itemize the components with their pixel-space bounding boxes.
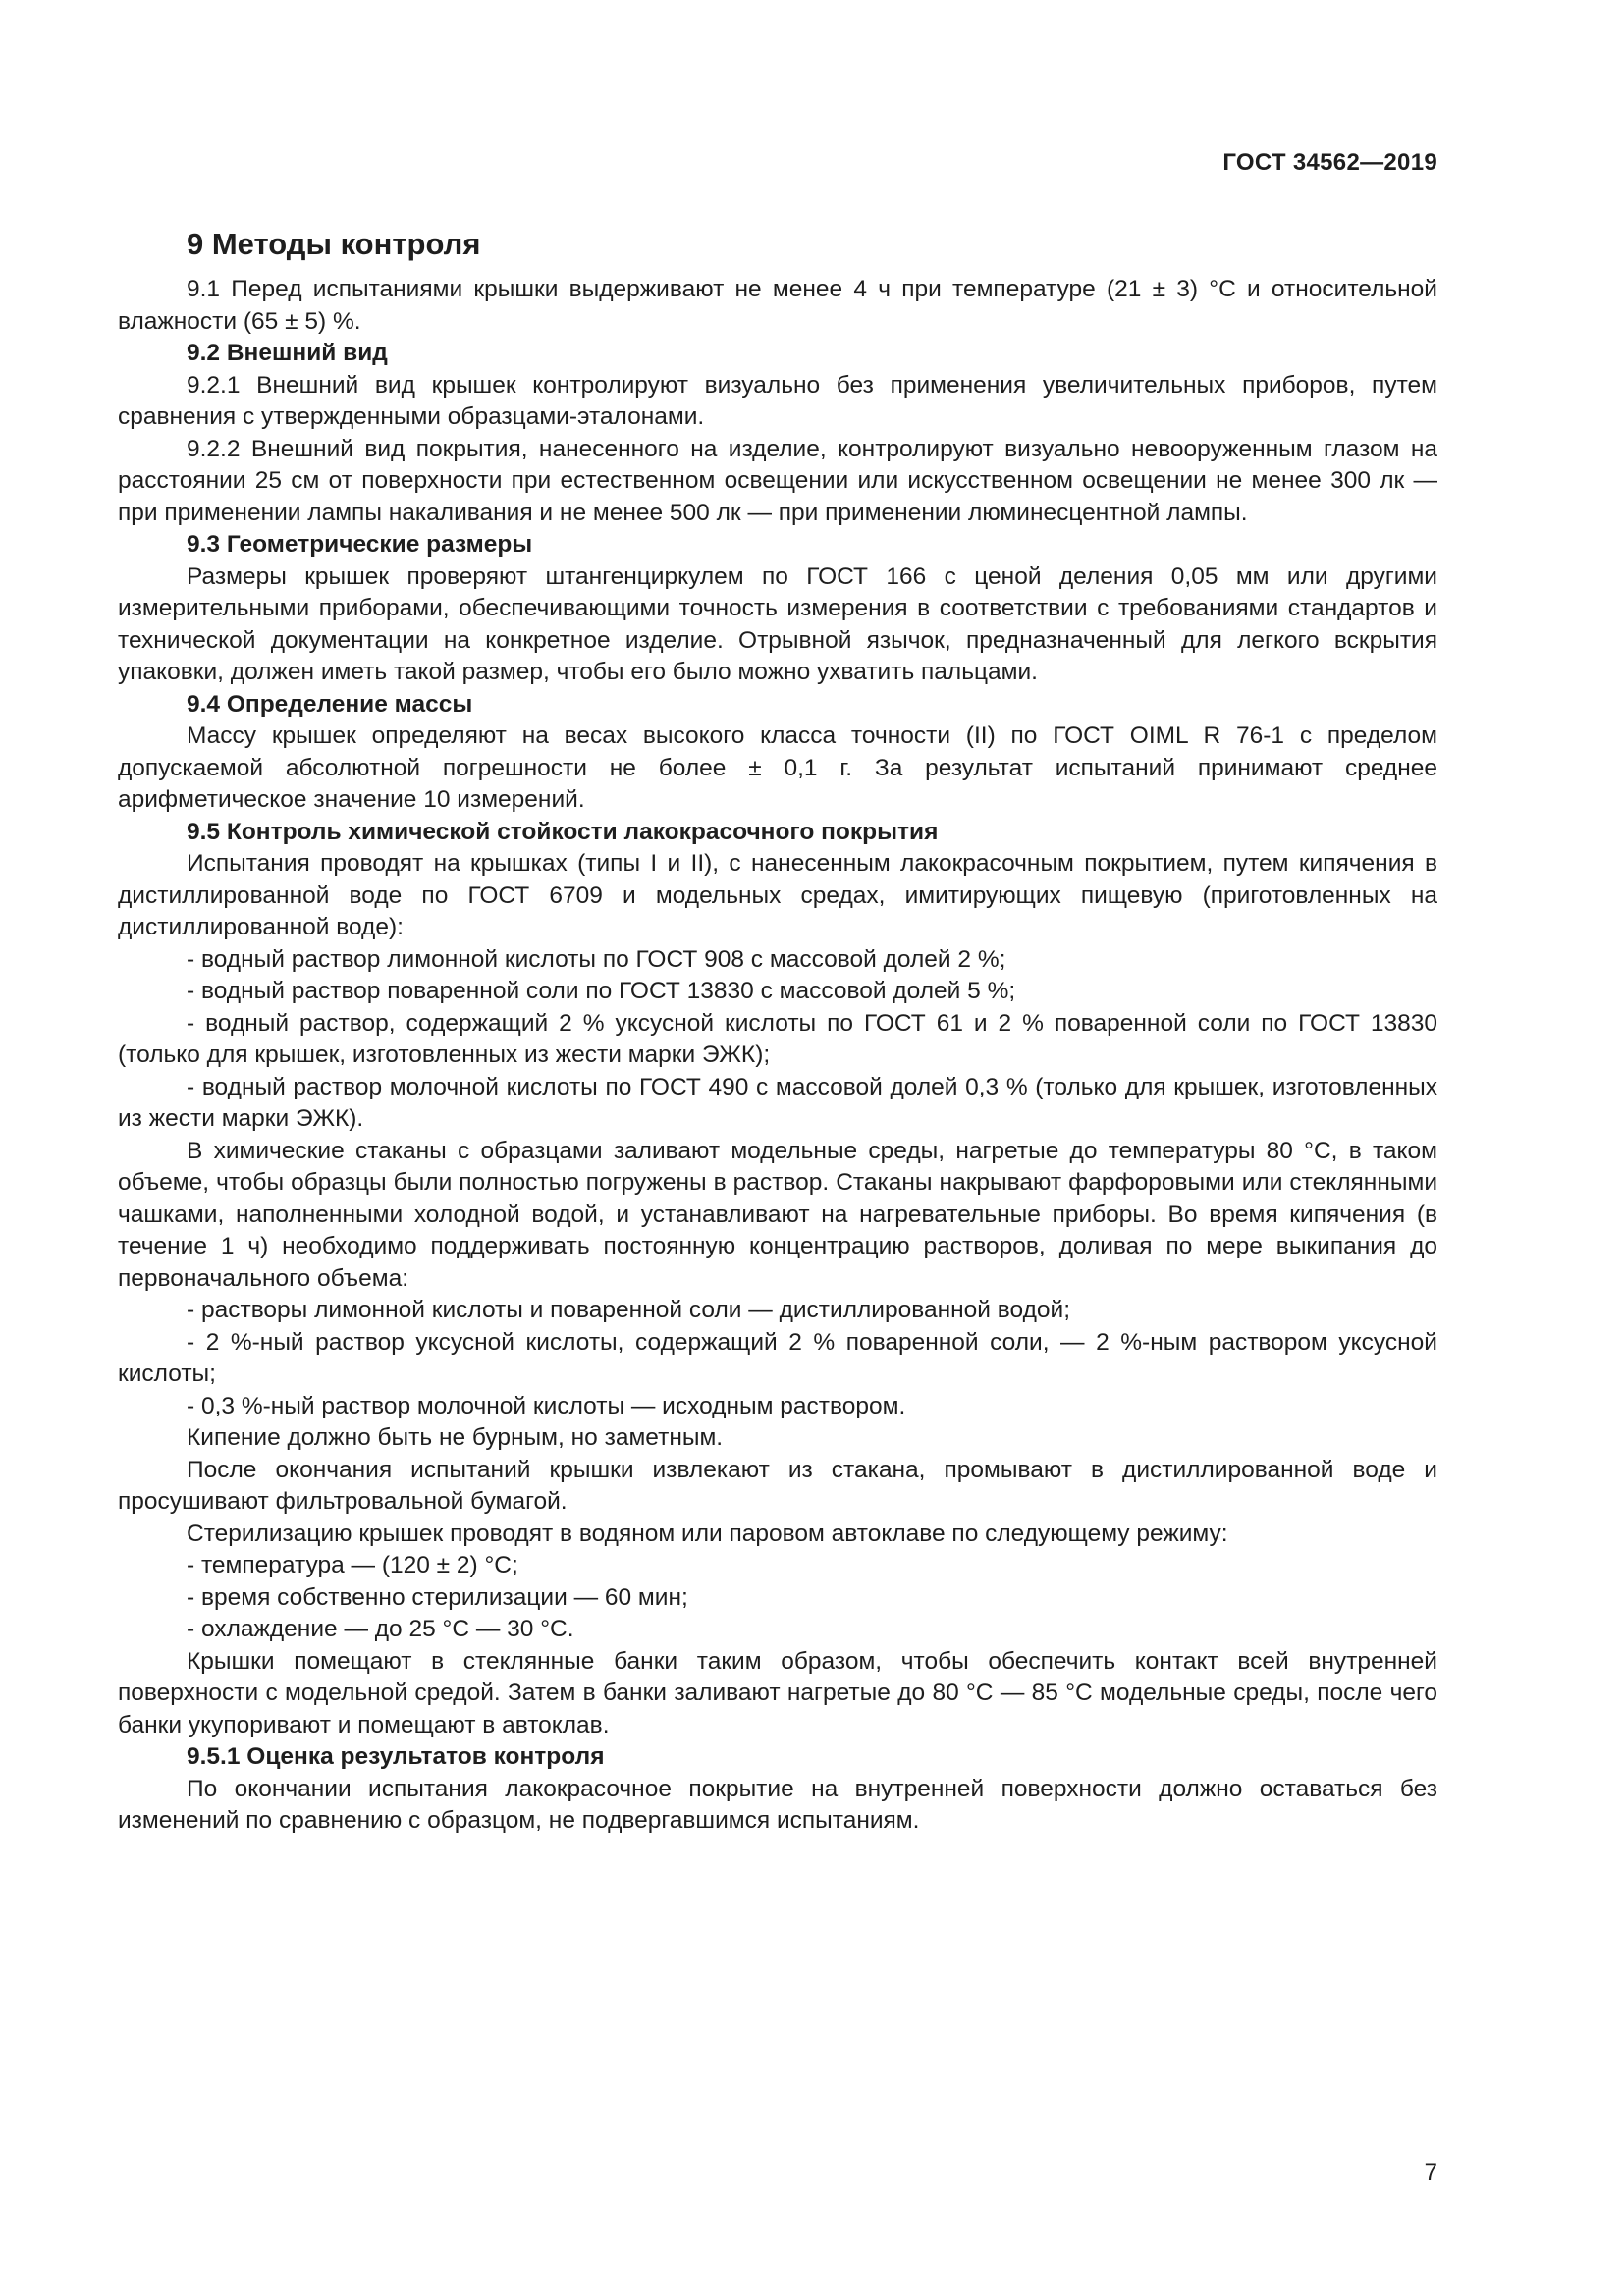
list-item: - время собственно стерилизации — 60 мин;: [187, 1583, 688, 1611]
heading-9-4: 9.4 Определение массы: [187, 690, 473, 718]
heading-9-5-1: 9.5.1 Оценка результатов контроля: [187, 1743, 605, 1770]
paragraph-9-5-jars: Крышки помещают в стеклянные банки таким образом, чтобы обеспечить контакт всей внутренней поверхности с модельной средой. Затем в банки заливают нагретые до 80 °С — 85 °С модельные среды, после чего банки укупоривают и помещают в автоклав.: [118, 1647, 1437, 1738]
list-item: - водный раствор поваренной соли по ГОСТ 13830 с массовой долей 5 %;: [187, 978, 1016, 1004]
paragraph-9-5-sterilization: Стерилизацию крышек проводят в водяном или паровом автоклаве по следующему режиму:: [187, 1520, 1228, 1547]
paragraph-9-2-1: 9.2.1 Внешний вид крышек контролируют визуально без применения увеличительных приборов, путем сравнения с утвержденными образцами-эталонами.: [118, 371, 1437, 430]
heading-9-2: 9.2 Внешний вид: [187, 340, 388, 366]
list-item: - водный раствор лимонной кислоты по ГОСТ 908 с массовой долей 2 %;: [187, 945, 1006, 973]
section-title: 9 Методы контроля: [187, 227, 481, 261]
paragraph-9-3: Размеры крышек проверяют штангенциркулем по ГОСТ 166 с ценой деления 0,05 мм или другими измерительными приборами, обеспечивающими точность измерения в соответствии с требованиями стандартов и технической документации на конкретное изделие. Отрывной язычок, предназначенный для легкого вскрытия упаковки, должен иметь такой размер, чтобы его было можно ухватить пальцами.: [118, 562, 1437, 685]
document-code: ГОСТ 34562—2019: [1222, 149, 1437, 176]
paragraph-9-5-boil-note: Кипение должно быть не бурным, но заметным.: [187, 1424, 724, 1451]
heading-9-5: 9.5 Контроль химической стойкости лакокрасочного покрытия: [187, 818, 939, 845]
paragraph-9-2-2: 9.2.2 Внешний вид покрытия, нанесенного на изделие, контролируют визуально невооруженным глазом на расстоянии 25 см от поверхности при естественном освещении или искусственном освещении не менее 300 лк — при применении лампы накаливания и не менее 500 лк — при применении люминесцентной лампы.: [118, 435, 1437, 526]
list-item: - охлаждение — до 25 °С — 30 °С.: [187, 1616, 574, 1642]
paragraph-9-5-intro: Испытания проводят на крышках (типы I и II), с нанесенным лакокрасочным покрытием, путем кипячения в дистиллированной воде по ГОСТ 6709 и модельных средах, имитирующих пищевую (приготовленных на дистиллированной воде):: [118, 850, 1437, 940]
page-number: 7: [1424, 2160, 1437, 2186]
heading-9-3: 9.3 Геометрические размеры: [187, 531, 533, 558]
paragraph-9-4: Массу крышек определяют на весах высокого класса точности (II) по ГОСТ OIML R 76-1 с пределом допускаемой абсолютной погрешности не более ± 0,1 г. За результат испытаний принимают среднее арифметическое значение 10 измерений.: [118, 722, 1437, 813]
paragraph-9-5-after: После окончания испытаний крышки извлекают из стакана, промывают в дистиллированной воде и просушивают фильтровальной бумагой.: [118, 1456, 1437, 1515]
paragraph-9-5-1: По окончании испытания лакокрасочное покрытие на внутренней поверхности должно оставаться без изменений по сравнению с образцом, не подвергавшимся испытаниям.: [118, 1775, 1437, 1834]
list-item: - растворы лимонной кислоты и поваренной соли — дистиллированной водой;: [187, 1297, 1071, 1323]
paragraph-9-1: 9.1 Перед испытаниями крышки выдерживают не менее 4 ч при температуре (21 ± 3) °С и относительной влажности (65 ± 5) %.: [118, 276, 1437, 335]
list-item: - температура — (120 ± 2) °С;: [187, 1552, 518, 1578]
list-item: - водный раствор молочной кислоты по ГОСТ 490 с массовой долей 0,3 % (только для крышек, изготовленных из жести марки ЭЖК).: [118, 1073, 1437, 1132]
paragraph-9-5-boiling: В химические стаканы с образцами заливают модельные среды, нагретые до температуры 80 °С, в таком объеме, чтобы образцы были полностью погружены в раствор. Стаканы накрывают фарфоровыми или стеклянными чашками, наполненными холодной водой, и устанавливают на нагревательные приборы. Во время кипячения (в течение 1 ч) необходимо поддерживать постоянную концентрацию растворов, доливая по мере выкипания до первоначального объема:: [118, 1137, 1437, 1292]
page-content: [118, 221, 1437, 1838]
list-item: - 0,3 %-ный раствор молочной кислоты — исходным раствором.: [187, 1392, 906, 1419]
list-item: - 2 %-ный раствор уксусной кислоты, содержащий 2 % поваренной соли, — 2 %-ным раствором уксусной кислоты;: [118, 1328, 1437, 1387]
list-item: - водный раствор, содержащий 2 % уксусной кислоты по ГОСТ 61 и 2 % поваренной соли по ГОСТ 13830 (только для крышек, изготовленных из жести марки ЭЖК);: [118, 1009, 1437, 1068]
